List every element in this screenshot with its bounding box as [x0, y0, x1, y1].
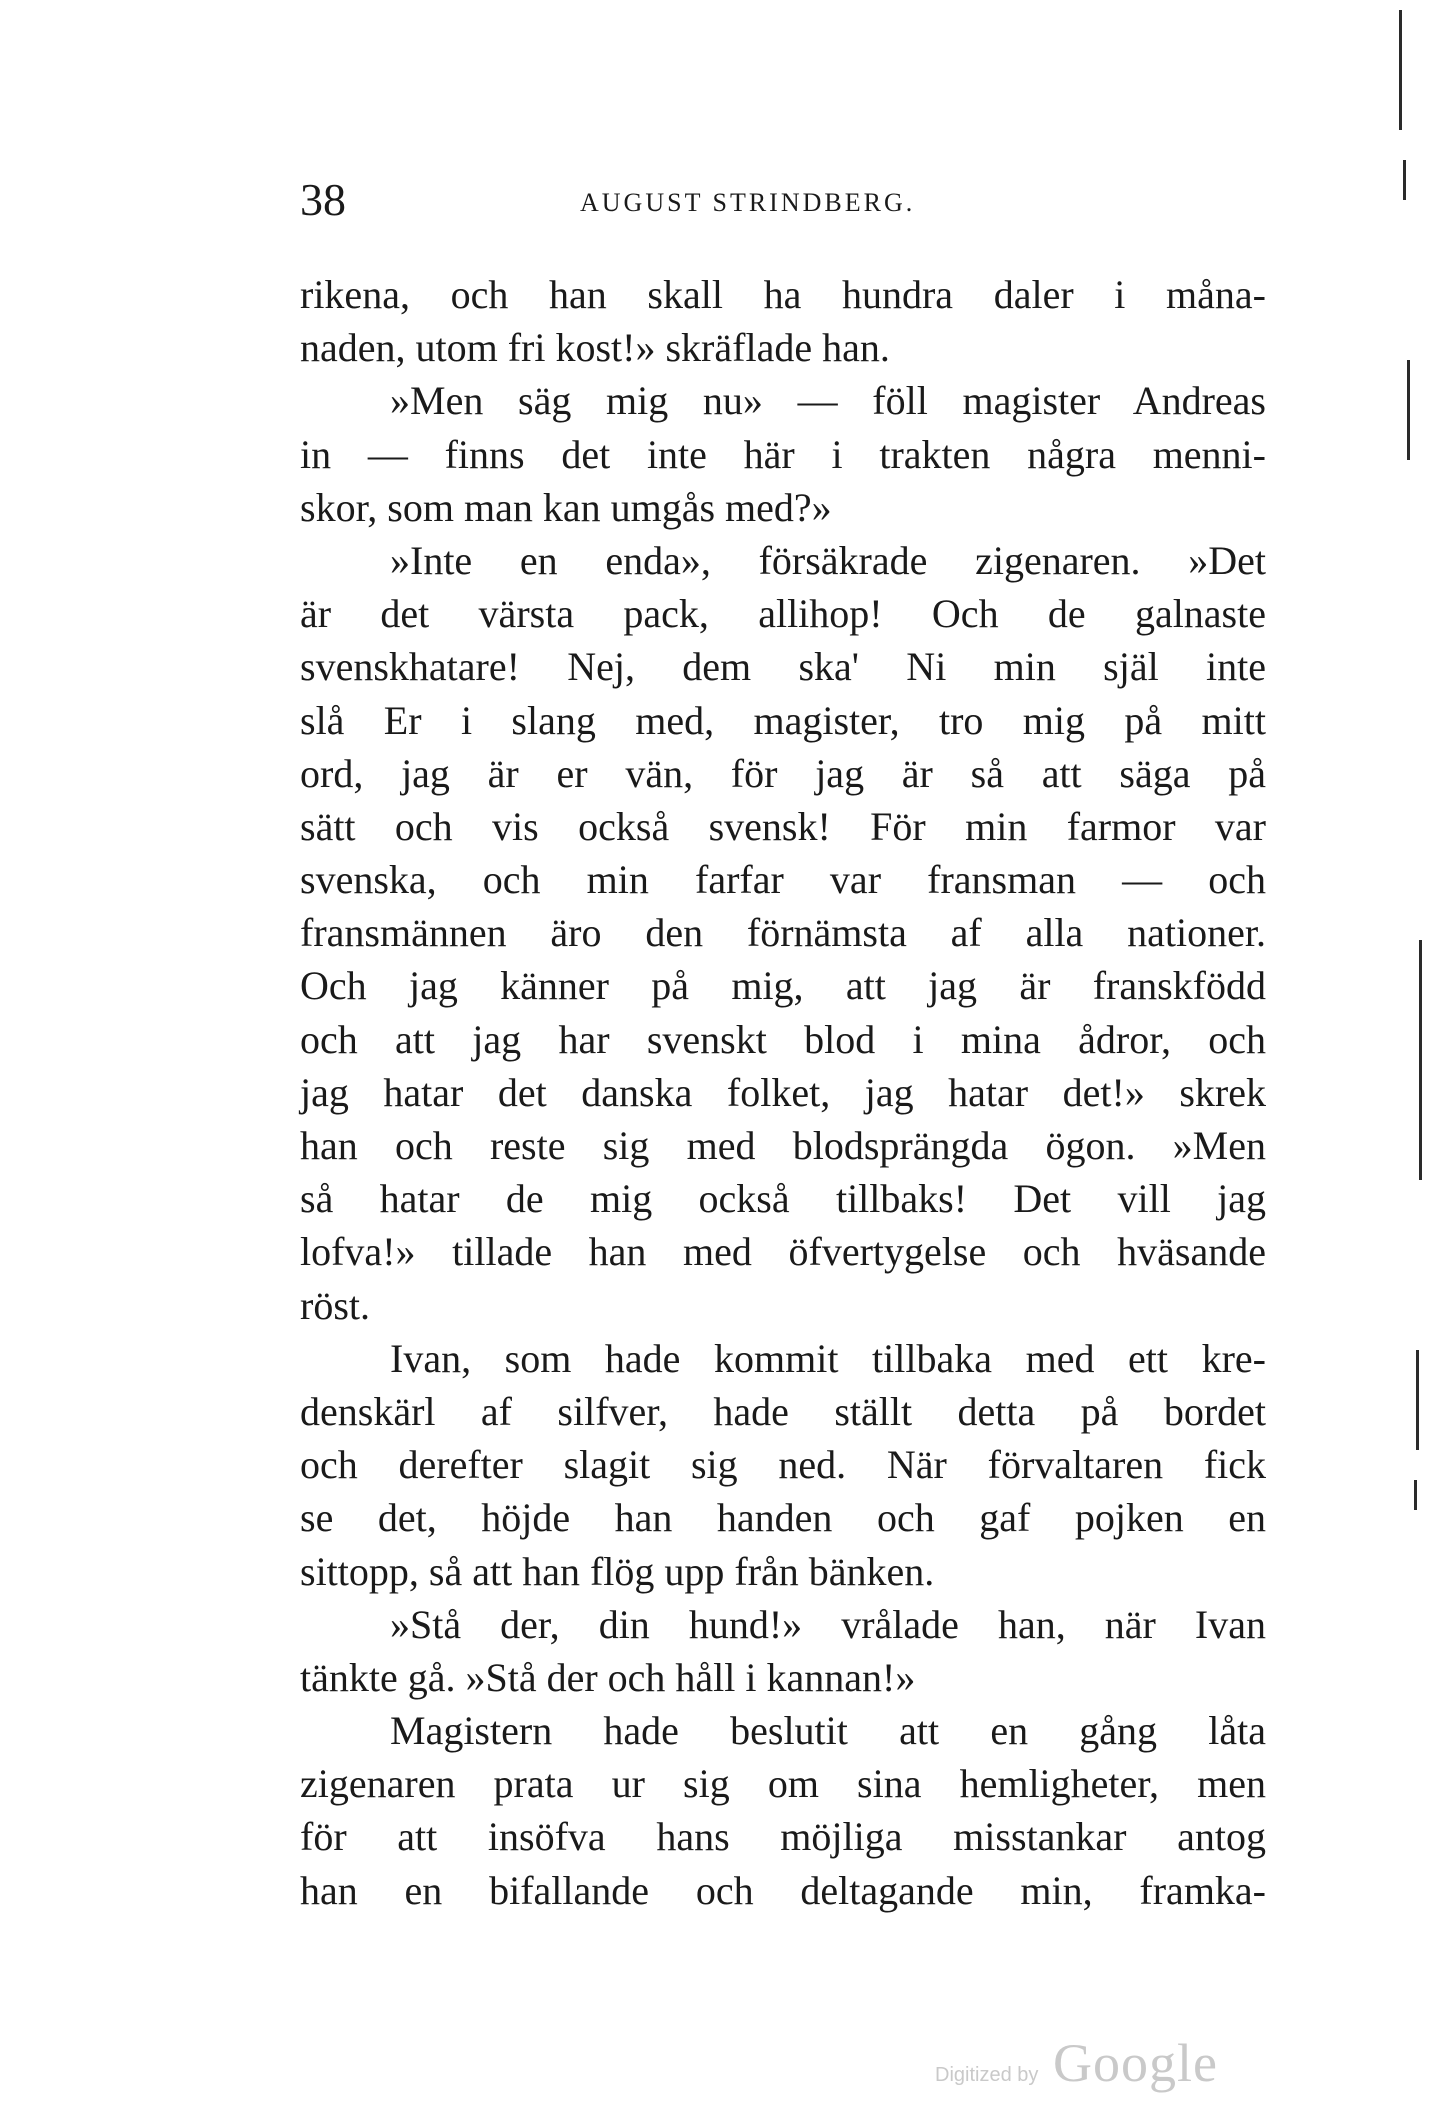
text-line: »Inte en enda», försäkrade zigenaren. »Det: [390, 537, 1266, 583]
scan-edge-mark: [1407, 360, 1410, 460]
running-head: AUGUST STRINDBERG.: [580, 188, 916, 217]
digitized-by-google-watermark: [935, 2030, 1235, 2100]
text-line: han en bifallande och deltagande min, framka-: [300, 1867, 1266, 1913]
text-line: naden, utom fri kost!» skräflade han.: [300, 325, 890, 371]
scan-edge-mark: [1416, 1350, 1419, 1450]
text-line: är det värsta pack, allihop! Och de galnaste: [300, 591, 1266, 637]
text-line: tänkte gå. »Stå der och håll i kannan!»: [300, 1654, 916, 1700]
body-text: [300, 268, 1266, 1917]
text-line: så hatar de mig också tillbaks! Det vill jag: [300, 1176, 1266, 1222]
text-line: fransmännen äro den förnämsta af alla nationer.: [300, 910, 1266, 956]
text-line: lofva!» tillade han med öfvertygelse och hväsande: [300, 1229, 1266, 1275]
google-logo: Google: [1053, 2033, 1218, 2093]
text-line: »Stå der, din hund!» vrålade han, när Ivan: [390, 1601, 1266, 1647]
text-line: zigenaren prata ur sig om sina hemligheter, men: [300, 1761, 1266, 1807]
text-line: Och jag känner på mig, att jag är franskfödd: [300, 963, 1266, 1009]
text-line: för att insöfva hans möjliga misstankar antog: [300, 1814, 1266, 1860]
text-line: denskärl af silfver, hade ställt detta på bordet: [300, 1388, 1266, 1434]
text-line: in — finns det inte här i trakten några menni-: [300, 431, 1266, 477]
text-line: rikena, och han skall ha hundra daler i måna-: [300, 272, 1266, 317]
watermark-prefix: Digitized by: [935, 2064, 1039, 2086]
text-line: svenskhatare! Nej, dem ska' Ni min själ inte: [300, 644, 1266, 690]
text-line: svenska, och min farfar var fransman — och: [300, 857, 1266, 903]
scan-edge-mark: [1399, 10, 1402, 130]
page-number: 38: [300, 174, 346, 225]
page-header: [300, 170, 1260, 230]
scan-edge-mark: [1419, 940, 1422, 1180]
text-line: se det, höjde han handen och gaf pojken en: [300, 1495, 1266, 1541]
text-line: sätt och vis också svensk! För min farmor var: [300, 803, 1266, 849]
text-line: Ivan, som hade kommit tillbaka med ett kre-: [390, 1335, 1266, 1381]
text-line: jag hatar det danska folket, jag hatar det!» skrek: [300, 1069, 1266, 1115]
scan-edge-mark: [1414, 1480, 1417, 1510]
text-line: och derefter slagit sig ned. När förvaltaren fick: [300, 1442, 1266, 1488]
text-line: och att jag har svenskt blod i mina ådror, och: [300, 1016, 1266, 1062]
text-line: röst.: [300, 1282, 370, 1328]
text-line: »Men säg mig nu» — föll magister Andreas: [390, 378, 1266, 424]
text-line: sittopp, så att han flög upp från bänken.: [300, 1548, 935, 1594]
text-line: han och reste sig med blodsprängda ögon. »Men: [300, 1123, 1266, 1168]
text-line: slå Er i slang med, magister, tro mig på mitt: [300, 697, 1266, 743]
text-line: ord, jag är er vän, för jag är så att säga på: [300, 750, 1266, 796]
text-line: skor, som man kan umgås med?»: [300, 484, 832, 530]
text-line: Magistern hade beslutit att en gång låta: [390, 1708, 1266, 1754]
scan-edge-mark: [1403, 160, 1406, 200]
